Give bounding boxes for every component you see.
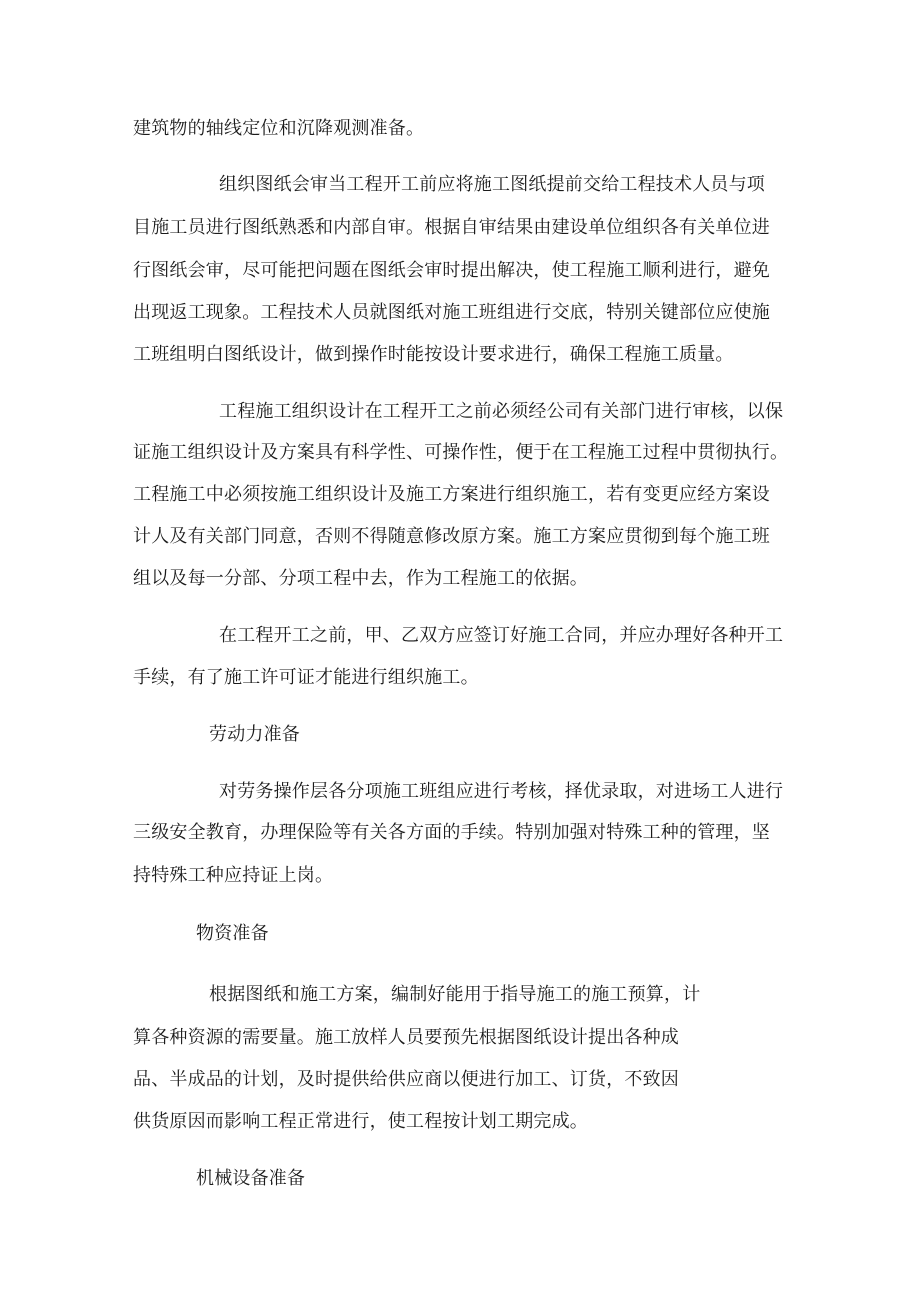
paragraph-line: 持特殊工种应持证上岗。	[133, 865, 334, 886]
section-heading: 机械设备准备	[196, 1168, 306, 1189]
paragraph-line: 对劳务操作层各分项施工班组应进行考核，择优录取，对进场工人进行	[219, 781, 784, 802]
paragraph-line: 根据图纸和施工方案，编制好能用于指导施工的施工预算，计	[209, 984, 701, 1005]
paragraph-line: 组织图纸会审当工程开工前应将施工图纸提前交给工程技术人员与项	[219, 174, 765, 195]
paragraph-line: 在工程开工之前，甲、乙双方应签订好施工合同，并应办理好各种开工	[219, 625, 784, 646]
section-heading: 劳动力准备	[209, 724, 300, 745]
paragraph-line: 工程施工组织设计在工程开工之前必须经公司有关部门进行审核，以保	[219, 401, 784, 422]
paragraph-line: 供货原因而影响工程正常进行，使工程按计划工期完成。	[133, 1111, 588, 1132]
paragraph-line: 品、半成品的计划，及时提供给供应商以便进行加工、订货，不致因	[133, 1069, 679, 1090]
paragraph-line: 三级安全教育，办理保险等有关各方面的手续。特别加强对特殊工种的管理，坚	[133, 822, 770, 843]
paragraph-line: 组以及每一分部、分项工程中去，作为工程施工的依据。	[133, 568, 588, 589]
paragraph-line: 工班组明白图纸设计，做到操作时能按设计要求进行，确保工程施工质量。	[133, 344, 734, 365]
paragraph-line: 手续，有了施工许可证才能进行组织施工。	[133, 667, 479, 688]
opening-line: 建筑物的轴线定位和沉降观测准备。	[133, 118, 425, 139]
paragraph-line: 计人及有关部门同意，否则不得随意修改原方案。施工方案应贯彻到每个施工班	[133, 526, 770, 547]
paragraph-line: 证施工组织设计及方案具有科学性、可操作性，便于在工程施工过程中贯彻执行。	[133, 442, 789, 463]
section-heading: 物资准备	[196, 923, 269, 944]
paragraph-line: 算各种资源的需要量。施工放样人员要预先根据图纸设计提出各种成	[133, 1027, 679, 1048]
paragraph-line: 行图纸会审，尽可能把问题在图纸会审时提出解决，使工程施工顺利进行，避免	[133, 260, 770, 281]
paragraph-line: 工程施工中必须按施工组织设计及施工方案进行组织施工，若有变更应经方案设	[133, 484, 770, 505]
paragraph-line: 目施工员进行图纸熟悉和内部自审。根据自审结果由建设单位组织各有关单位进	[133, 217, 770, 238]
paragraph-line: 出现返工现象。工程技术人员就图纸对施工班组进行交底，特别关键部位应使施	[133, 302, 770, 323]
